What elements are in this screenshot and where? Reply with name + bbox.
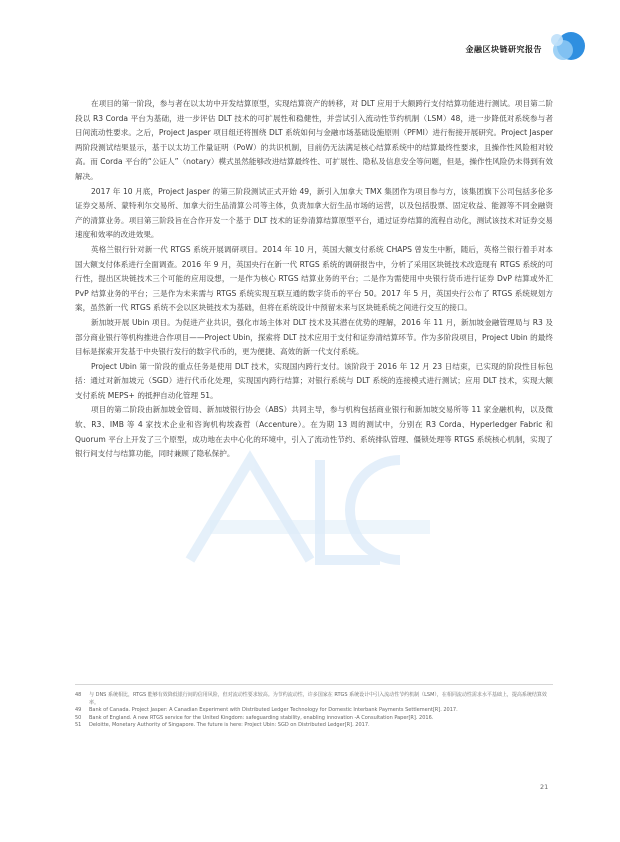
footnote-item <box>75 707 553 715</box>
paragraph-jasper-third-phase: 2017 年 10 月底，Project Jasper 的第三阶段测试正式开始 49，新引入加拿大 TMX 集团作为项目参与方，该集团旗下公司包括多伦多证券交易所、蒙特利尔交易所、加拿大衍生品清算公司等主体，负责加拿大衍生品市场的运营，以及包括股票、固定收益、能源等不同金融资产的清算业务。项目第三阶段旨在合作开发一个基于 DLT 技术的证券清算结算原型平台，通过证券结算的流程自动化，测试该技术对证券交易速度和效率的改进效果。 <box>75 186 553 240</box>
report-logo-icon <box>548 28 586 64</box>
main-body-text <box>75 97 553 462</box>
footnote-number: 49 <box>75 707 82 714</box>
footnote-number: 50 <box>75 714 82 721</box>
footnote-number: 48 <box>75 692 82 698</box>
footnote-item <box>75 692 553 707</box>
footnote-text: 与 DNS 系统相比，RTGS 能够有效降低银行间的信用风险，但对流动性要求较高。为节约流动性，许多国家在 RTGS 系统设计中引入流动性节约机制（LSM），在相同流动性需求水平基础上，提高系统结算效率。 <box>89 692 547 706</box>
footnote-text: Bank of Canada. Project Jasper: A Canadian Experiment with Distributed Ledger Technology for Domestic Interbank Payments Settlement[R]. 2017. <box>89 707 458 714</box>
footnote-text: Bank of England. A new RTGS service for the United Kingdom: safeguarding stability, enabling innovation -A Consultation Paper[R]. 2016. <box>89 714 434 721</box>
footnote-number: 51 <box>75 722 82 729</box>
footnotes <box>75 692 553 730</box>
footnote-text: Deloitte, Monetary Authority of Singapore. The future is here: Project Ubin: SGD on Distributed Ledger[R]. 2017. <box>89 722 370 729</box>
footnote-item <box>75 715 553 723</box>
report-title: 金融区块链研究报告 <box>465 45 542 54</box>
paragraph-singapore-ubin: 新加坡开展 Ubin 项目。为促进产业共识，强化市场主体对 DLT 技术及其潜在优势的理解，2016 年 11 月，新加坡金融管理局与 R3 及部分商业银行等机构推进合作项目——Project Ubin，探索将 DLT 技术应用于支付和证券清结算环节。作为多阶段项目，Project Ubin 的最终目标是探索开发基于中央银行发行的数字代币的，更为便捷、高效的新一代支付系统。 <box>75 317 553 357</box>
footnote-divider <box>75 684 553 685</box>
paragraph-jasper-phases: 在项目的第一阶段，参与者在以太坊中开发结算原型，实现结算资产的转移，对 DLT 应用于大额跨行支付结算功能进行测试。项目第二阶段以 R3 Corda 平台为基础，进一步评估 DLT 技术的可扩展性和稳健性，并尝试引入流动性节约机制（LSM）48，进一步降低对系统参与者日间流动性要求。之后，Project Jasper 项目组还将围绕 DLT 系统如何与金融市场基础设施原则（PFMI）进行衔接开展研究。Project Jasper 两阶段测试结果显示，基于以太坊工作量证明（PoW）的共识机制，目前仍无法满足核心结算系统中的结算最终性要求，且操作性风险相对较高。而 Corda 平台的“公证人”（notary）模式虽然能够改进结算最终性、可扩展性、隐私及信息安全等问题，但是，操作性风险仍未得到有效解决。 <box>75 99 553 181</box>
paragraph-bank-of-england: 英格兰银行针对新一代 RTGS 系统开展调研项目。2014 年 10 月，英国大额支付系统 CHAPS 曾发生中断，随后，英格兰银行着手对本国大额支付体系进行全面调查。2016 年 9 月，英国央行在新一代 RTGS 系统的调研报告中，分析了采用区块链技术改造现有 RTGS 系统的可行性，提出区块链技术三个可能的应用设想，一是作为核心 RTGS 结算业务的平台；二是作为需使用中央银行货币进行证券 DvP 结算或外汇 PvP 结算业务的平台；三是作为未来需与 RTGS 系统实现互联互通的数字货币的平台 50。2017 年 5 月，英国央行公布了 RTGS 系统规划方案，虽然新一代 RTGS 系统不会以区块链技术为基础，但将在系统设计中预留未来与区块链系统之间进行交互的接口。 <box>75 244 553 313</box>
page-number: 21 <box>540 783 549 791</box>
paragraph-ubin-phase-two: 项目的第二阶段由新加坡金管局、新加坡银行协会（ABS）共同主导，参与机构包括商业银行和新加坡交易所等 11 家金融机构，以及微软、R3、IMB 等 4 家技术企业和咨询机构埃森哲（Accenture）。在为期 13 周的测试中，分别在 R3 Corda、Hyperledger Fabric 和 Quorum 平台上开发了三个原型，成功地在去中心化的环境中，引入了流动性节约、系统排队管理、僵锁处理等 RTGS 系统核心机制，实现了银行间支付与结算功能，同时兼顾了隐私保护。 <box>75 405 553 459</box>
footnote-item <box>75 722 553 730</box>
paragraph-ubin-phase-one: Project Ubin 第一阶段的重点任务是使用 DLT 技术，实现国内跨行支付。该阶段于 2016 年 12 月 23 日结束，已实现的阶段性目标包括：通过对新加坡元（SGD）进行代币化处理，实现国内跨行结算；对银行系统与 DLT 系统的连接模式进行测试；应用 DLT 技术，实现大额支付系统 MEPS+ 的抵押自动化管理 51。 <box>75 361 553 400</box>
